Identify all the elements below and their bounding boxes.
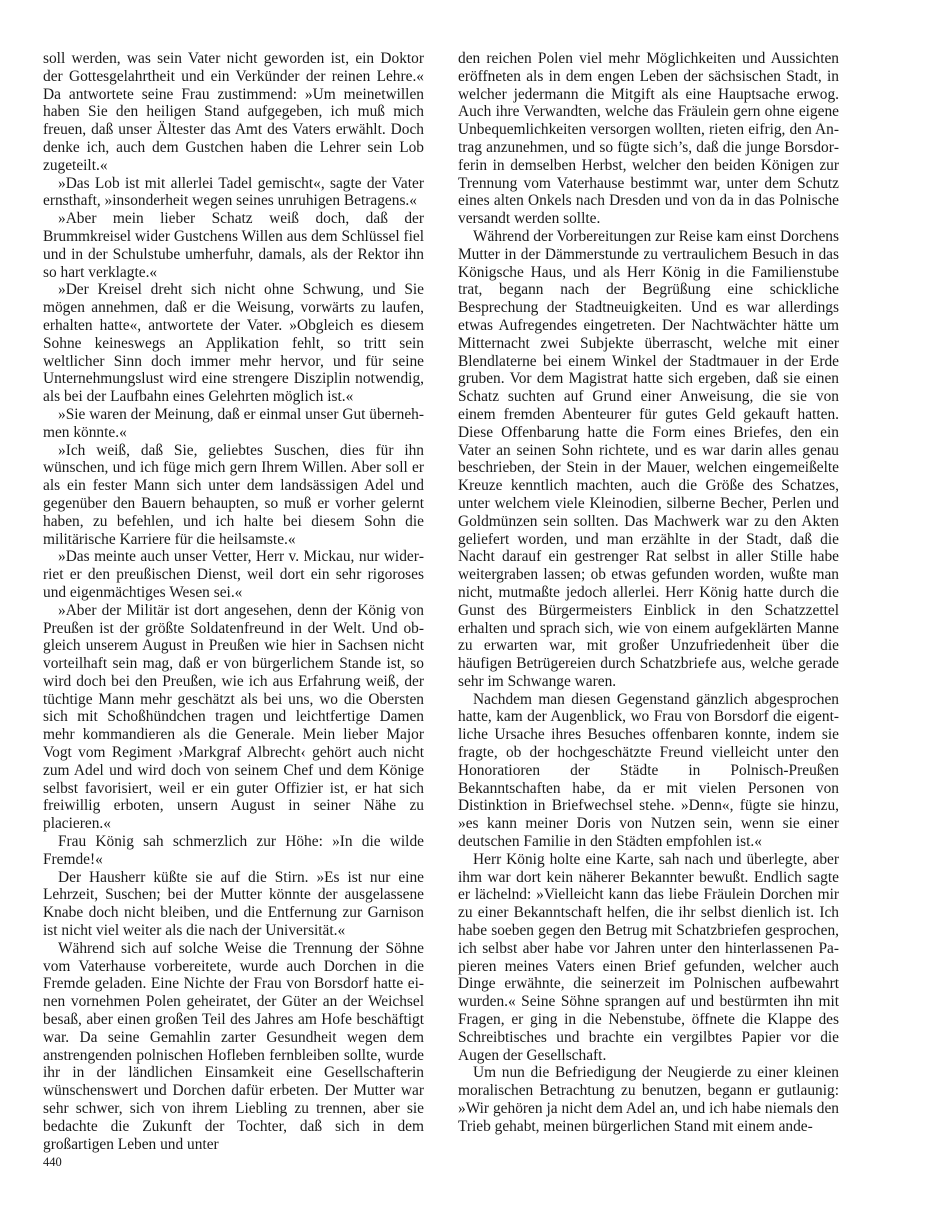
paragraph: »Das meinte auch unser Vetter, Herr v. Mickau, nur widerriet er den preußischen Dienst, weil dort ein sehr rigoroses und eigenmächtiges Wesen sei.« bbox=[43, 548, 424, 601]
right-column bbox=[458, 50, 839, 1136]
paragraph: Während der Vorbereitungen zur Reise kam einst Dorchens Mutter in der Dämmerstunde zu vertraulichem Besuch in das Königsche Haus, und als Herr König in die Familienstube trat, begann nach der Begrüßung eine schickliche Besprechung der Stadtneuigkeiten. Und es war allerdings etwas Aufregendes eingetreten. Der Nachtwächter hätte um Mitternacht zwei Subjekte überrascht, welche mit einer Blendlaterne bei einem Winkel der Stadtmauer in der Erde gruben. Vor dem Magistrat hatte sich ergeben, daß sie einen Schatz suchten auf Grund einer Anweisung, die sie von einem fremden Abenteurer für gutes Geld gekauft hatten. Diese Offenbarung hatte die Form eines Briefes, den ein Vater an seinen Sohn richtete, und es war darin alles genau beschrieben, der Stein in der Mauer, welchen eingemeißelte Kreuze kenntlich machten, auch die Größe des Schatzes, unter welchem viele Kleinodien, silberne Becher, Perlen und Goldmünzen sein sollten. Das Machwerk war zu den Akten geliefert worden, und man erzählte in der Stadt, daß die Nacht darauf ein gestrenger Rat selbst in aller Stille habe weitergraben lassen; ob etwas gefunden worden, wußte man nicht, mutmaßte jedoch allerlei. Herr König hatte durch die Gunst des Bürgermeisters Einblick in den Schatzzettel erhalten und sprach sich, wie von einem aufgeklärten Manne zu erwarten war, mit großer Unzufriedenheit über die häufigen Betrügereien durch Schatzbriefe aus, welche gerade sehr im Schwange waren. bbox=[458, 227, 839, 690]
left-column bbox=[43, 50, 424, 1153]
paragraph: den reichen Polen viel mehr Möglichkeiten und Aussichten eröffneten als in dem engen Leben der sächsischen Stadt, in welcher jedermann die Mitgift als eine Hauptsache erwog. Auch ihre Verwandten, welche das Fräulein gern ohne eigene Unbequemlichkeiten versorgen wollten, rieten eifrig, den Antrag anzunehmen, und so fügte sich’s, daß die junge Borsdorferin in demselben Herbst, welcher den beiden Königen zur Trennung vom Vaterhause bestimmt war, unter dem Schutz eines alten Onkels nach Dresden und von da in das Polnische versandt werden sollte. bbox=[458, 50, 839, 228]
paragraph: Während sich auf solche Weise die Trennung der Söhne vom Vaterhause vorbereitete, wurde auch Dorchen in die Fremde geladen. Eine Nichte der Frau von Borsdorf hatte einen vornehmen Polen geheiratet, der Güter an der Weichsel besaß, aber einen großen Teil des Jahres am Hofe beschäftigt war. Da seine Gemahlin zarter Gesundheit wegen dem anstrengenden polnischen Hofleben fernbleiben sollte, wurde ihr in der ländlichen Einsamkeit eine Gesellschafterin wünschenswert und Dorchen dafür erbeten. Der Mutter war sehr schwer, sich von ihrem Liebling zu trennen, aber sie bedachte die Zukunft der Tochter, daß sich in dem großartigen Leben und unter bbox=[43, 939, 424, 1153]
page-number: 440 bbox=[43, 1155, 62, 1169]
paragraph: Der Hausherr küßte sie auf die Stirn. »Es ist nur eine Lehrzeit, Suschen; bei der Mutter könnte der ausgelassene Knabe doch nicht bleiben, und die Entfernung zur Garnison ist nicht viel weiter als die nach der Universität.« bbox=[43, 868, 424, 940]
paragraph: »Ich weiß, daß Sie, geliebtes Suschen, dies für ihn wünschen, und ich füge mich gern Ihrem Willen. Aber soll er als ein fester Mann sich unter dem landsässigen Adel und gegenüber den Bauern behaupten, so muß er vorher gelernt haben, zu befehlen, und ich halte bei diesem Sohn die militärische Karriere für die heilsamste.« bbox=[43, 441, 424, 548]
paragraph: »Aber mein lieber Schatz weiß doch, daß der Brummkreisel wider Gustchens Willen aus dem Schlüssel fiel und in der Schulstube umherfuhr, damals, als der Rektor ihn so hart verklagte.« bbox=[43, 210, 424, 281]
paragraph: Nachdem man diesen Gegenstand gänzlich abgesprochen hatte, kam der Augenblick, wo Frau von Borsdorf die eigentliche Ursache ihres Besuches offenbaren konnte, indem sie fragte, ob der hochgeschätzte Freund vielleicht unter den Honoratioren der Städte in Polnisch-Preußen Bekanntschaften habe, da er mit vielen Personen von Distinktion in Briefwechsel stehe. »Denn«, fügte sie hinzu, »es kann meiner Doris von Nutzen sein, wenn sie einer deutschen Familie in den Städten empfohlen ist.« bbox=[458, 690, 839, 851]
paragraph: »Der Kreisel dreht sich nicht ohne Schwung, und Sie mögen annehmen, daß er die Weisung, vorwärts zu laufen, erhalten hatte«, antwortete der Vater. »Obgleich es diesem Sohne keineswegs an Applikation fehlt, so tritt sein weltlicher Sinn doch immer mehr hervor, und für seine Unternehmungslust wird eine strengere Disziplin notwendig, als bei der Laufbahn eines Gelehrten möglich ist.« bbox=[43, 281, 424, 406]
paragraph: Frau König sah schmerzlich zur Höhe: »In die wilde Fremde!« bbox=[43, 833, 424, 868]
paragraph: »Aber der Militär ist dort angesehen, denn der König von Preußen ist der größte Soldatenfreund in der Welt. Und obgleich unserem August in Preußen wie hier in Sachsen nicht vorteilhaft sein mag, daß er von bürgerlichem Stande ist, so wird doch bei den Preußen, wie ich aus Erfahrung weiß, der tüchtige Mann mehr geschätzt als bei uns, wo die Obersten sich mit Schoßhündchen tragen und leichtfertige Damen mehr kommandieren als die Generale. Mein lieber Major Vogt vom Regiment ›Markgraf Albrecht‹ gehört auch nicht zum Adel und wird doch von seinem Chef und dem Könige selbst favorisiert, weil er ein guter Offizier ist, er hat sich freiwillig erboten, unsern August in seiner Nähe zu placieren.« bbox=[43, 601, 424, 833]
paragraph: soll werden, was sein Vater nicht geworden ist, ein Doktor der Gottesgelahrtheit und ein Verkünder der reinen Lehre.« Da antwortete seine Frau zustimmend: »Um meinetwillen haben Sie den heiligen Stand aufgegeben, ich muß mich freuen, daß unser Ältester das Amt des Vaters erwählt. Doch denke ich, auch dem Gustchen haben die Lehrer sein Lob zugeteilt.« bbox=[43, 50, 424, 174]
paragraph: Um nun die Befriedigung der Neugierde zu einer kleinen moralischen Betrachtung zu benutzen, begann er gutlaunig: »Wir gehören ja nicht dem Adel an, und ich habe niemals den Trieb gehabt, meinen bürgerlichen Stand mit einem ande- bbox=[458, 1064, 839, 1135]
paragraph: »Sie waren der Meinung, daß er einmal unser Gut übernehmen könnte.« bbox=[43, 405, 424, 441]
paragraph: »Das Lob ist mit allerlei Tadel gemischt«, sagte der Vater ernsthaft, »insonderheit wegen seines unruhigen Betragens.« bbox=[43, 174, 424, 210]
paragraph: Herr König holte eine Karte, sah nach und überlegte, aber ihm war dort kein näherer Bekannter bewußt. Endlich sagte er lächelnd: »Vielleicht kann das liebe Fräulein Dorchen mir zu einer Bekanntschaft helfen, die ihr selbst dienlich ist. Ich habe soeben gegen den Betrug mit Schatzbriefen gesprochen, ich selbst aber habe vor Jahren unter den hinterlassenen Papieren meines Vaters einen Brief gefunden, welcher auch Dinge erwähnte, die seinerzeit im Polnischen aufbewahrt wurden.« Seine Söhne sprangen auf und bestürmten ihn mit Fragen, er ging in die Nebenstube, öffnete die Klappe des Schreibtisches und brachte ein vergilbtes Papier vor die Augen der Gesellschaft. bbox=[458, 850, 839, 1064]
